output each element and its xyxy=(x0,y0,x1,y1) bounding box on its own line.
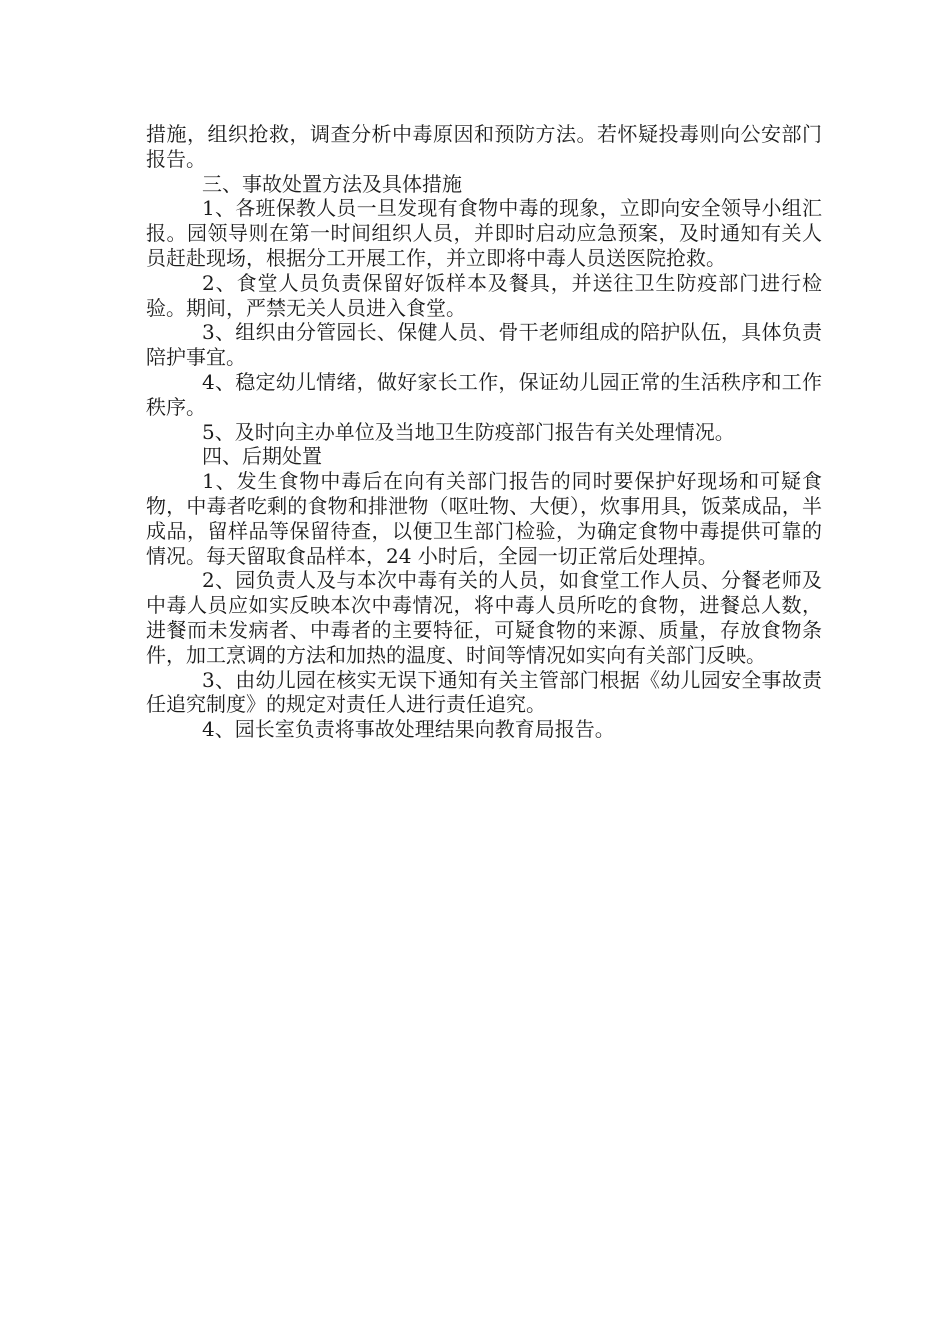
paragraph-item: 2、园负责人及与本次中毒有关的人员，如食堂工作人员、分餐老师及中毒人员应如实反映本次中毒情况，将中毒人员所吃的食物，进餐总人数，进餐而未发病者、中毒者的主要特征，可疑食物的来源、质量，存放食物条件，加工烹调的方法和加热的温度、时间等情况如实向有关部门反映。 xyxy=(146,568,822,667)
paragraph-item: 1、各班保教人员一旦发现有食物中毒的现象，立即向安全领导小组汇报。园领导则在第一时间组织人员，并即时启动应急预案，及时通知有关人员赶赴现场，根据分工开展工作，并立即将中毒人员送医院抢救。 xyxy=(146,196,822,270)
paragraph-item: 4、园长室负责将事故处理结果向教育局报告。 xyxy=(202,717,615,742)
section-heading-4: 四、后期处置 xyxy=(202,444,322,469)
paragraph-item: 2、食堂人员负责保留好饭样本及餐具，并送往卫生防疫部门进行检验。期间，严禁无关人员进入食堂。 xyxy=(146,270,822,320)
paragraph-item: 4、稳定幼儿情绪，做好家长工作，保证幼儿园正常的生活秩序和工作秩序。 xyxy=(146,369,822,419)
paragraph-continuation: 措施，组织抢救，调查分析中毒原因和预防方法。若怀疑投毒则向公安部门报告。 xyxy=(146,122,822,171)
paragraph-item: 3、由幼儿园在核实无误下通知有关主管部门根据《幼儿园安全事故责任追究制度》的规定对责任人进行责任追究。 xyxy=(146,667,822,717)
paragraph-item: 3、组织由分管园长、保健人员、骨干老师组成的陪护队伍，具体负责陪护事宜。 xyxy=(146,320,822,370)
paragraph-item: 1、发生食物中毒后在向有关部门报告的同时要保护好现场和可疑食物，中毒者吃剩的食物和排泄物（呕吐物、大便），炊事用具，饭菜成品，半成品，留样品等保留待查，以便卫生部门检验，为确定食物中毒提供可靠的情况。每天留取食品样本，24 小时后，全园一切正常后处理掉。 xyxy=(146,469,822,568)
paragraph-item: 5、及时向主办单位及当地卫生防疫部门报告有关处理情况。 xyxy=(202,419,735,444)
section-heading-3: 三、事故处置方法及具体措施 xyxy=(202,171,462,196)
document-body xyxy=(146,122,822,742)
